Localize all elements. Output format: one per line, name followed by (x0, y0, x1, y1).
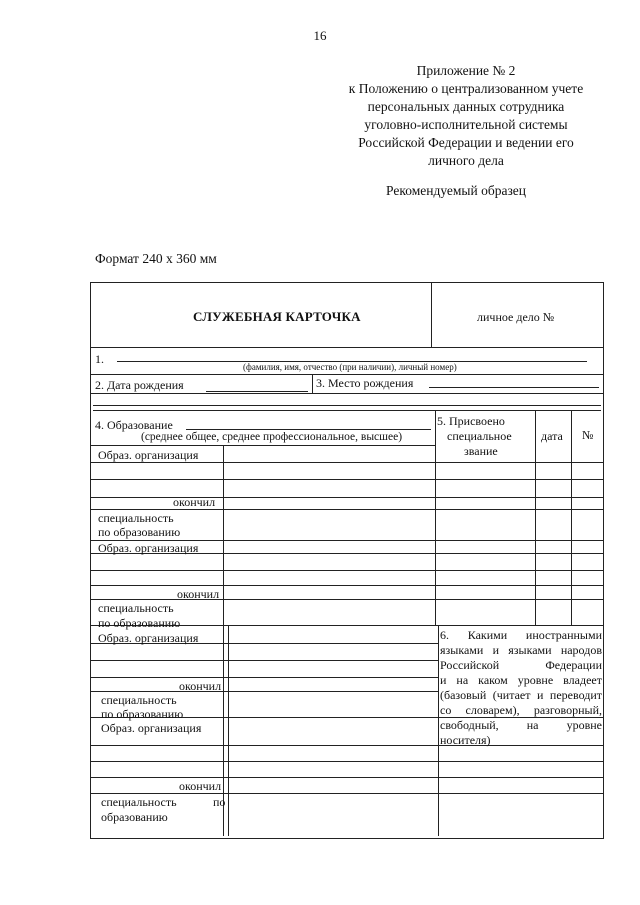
row-border (91, 660, 439, 661)
languages-line: (базовый (читает и переводит (440, 688, 602, 702)
header-divider (431, 283, 432, 347)
row-border (91, 599, 603, 600)
fio-hint: (фамилия, имя, отчество (при наличии), личный номер) (243, 362, 457, 372)
number-column-divider (571, 410, 572, 625)
education-line[interactable] (186, 429, 431, 430)
birth-place-line-3[interactable] (93, 410, 601, 411)
row-border (91, 445, 435, 446)
specialty-label: по образованию (101, 707, 184, 721)
row-border (91, 374, 603, 375)
edu-org-label: Образ. организация (98, 541, 199, 555)
appendix-line: к Положению о централизованном учете (348, 81, 584, 96)
number-column-header: № (582, 428, 594, 442)
appendix-line: персональных данных сотрудника (367, 99, 565, 114)
service-card-form (90, 282, 604, 839)
appendix-header (316, 62, 616, 170)
row-border (91, 793, 603, 794)
edu-org-label: Образ. организация (98, 448, 199, 462)
languages-column-divider (228, 625, 229, 836)
education-label: 4. Образование (95, 418, 173, 432)
row-border (91, 691, 439, 692)
graduated-label: окончил (179, 779, 222, 793)
specialty-label: по образованию (98, 525, 181, 539)
personal-file-label: личное дело № (477, 310, 555, 324)
specialty-label: специальность (101, 795, 177, 809)
format-label: Формат 240 х 360 мм (95, 251, 217, 266)
specialty-label: специальность (98, 601, 174, 615)
graduated-label: окончил (173, 495, 216, 509)
rank-label: специальное (447, 429, 512, 443)
languages-line: языками и языками народов (440, 643, 602, 657)
languages-line: носителя) (440, 733, 491, 747)
row-border (91, 761, 603, 762)
specialty-label: специальность (101, 693, 177, 707)
graduated-label: окончил (177, 587, 220, 601)
row-border (91, 393, 603, 394)
row-border (91, 777, 603, 778)
rank-label: 5. Присвоено (437, 414, 505, 428)
row-border (91, 509, 603, 510)
birth-place-label: 3. Место рождения (316, 376, 414, 390)
header-bottom-border (91, 347, 603, 348)
row-border (91, 497, 603, 498)
recommended-sample-label: Рекомендуемый образец (386, 183, 527, 198)
appendix-line: Российской Федерации и ведении его (358, 135, 574, 150)
birth-place-line[interactable] (429, 387, 599, 388)
card-title: СЛУЖЕБНАЯ КАРТОЧКА (193, 309, 361, 324)
row-border (91, 585, 603, 586)
birth-place-line-2[interactable] (93, 405, 601, 406)
row-border (91, 677, 439, 678)
field-1-number: 1. (95, 352, 104, 366)
row-border (91, 745, 603, 746)
languages-line: и на каком уровне владеет (440, 673, 602, 687)
rank-label: звание (464, 444, 498, 458)
languages-line: 6. Какими иностранными (440, 628, 602, 642)
appendix-line: уголовно-исполнительной системы (364, 117, 568, 132)
edu-org-label: Образ. организация (98, 631, 199, 645)
languages-line: со словарем), разговорный, (440, 703, 602, 717)
languages-section-divider (438, 625, 439, 836)
section-divider (435, 410, 436, 625)
appendix-line: личного дела (428, 153, 504, 168)
graduated-label: окончил (179, 679, 222, 693)
specialty-label: образованию (101, 810, 168, 824)
date-column-header: дата (541, 429, 563, 443)
specialty-po-label: по (213, 795, 226, 809)
date-column-divider (535, 410, 536, 625)
birth-date-line[interactable] (206, 391, 308, 392)
specialty-label: по образованию (98, 616, 181, 630)
languages-line: Российской Федерации (440, 658, 602, 672)
specialty-label: специальность (98, 511, 174, 525)
appendix-line: Приложение № 2 (416, 63, 516, 78)
field-divider (312, 374, 313, 393)
education-hint: (среднее общее, среднее профессиональное, высшее) (141, 431, 403, 443)
edu-org-label: Образ. организация (101, 721, 202, 735)
row-border (91, 570, 603, 571)
birth-date-label: 2. Дата рождения (95, 378, 184, 392)
row-border (91, 479, 603, 480)
languages-line: свободный, на уровне (440, 718, 602, 732)
page-number: 16 (313, 28, 327, 43)
